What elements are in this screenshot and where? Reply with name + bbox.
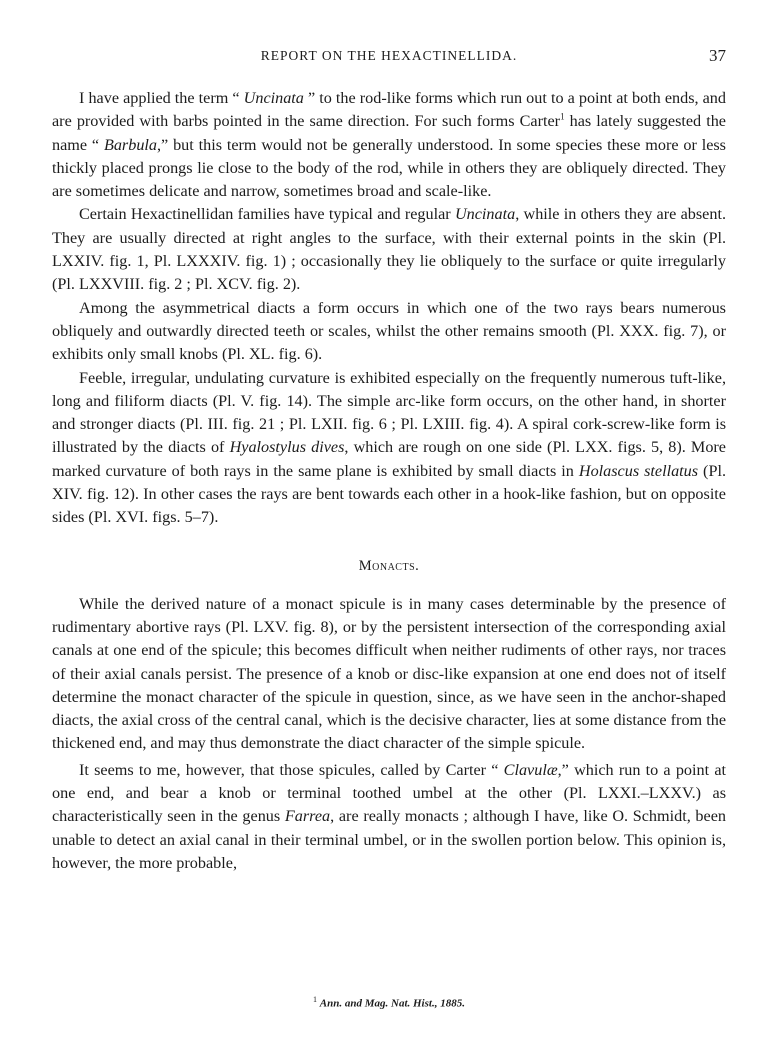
paragraph-curvature (52, 367, 726, 530)
page-header (52, 44, 726, 68)
footnote-reference: 1 (560, 111, 565, 122)
term-clavulae: Clavulæ (503, 760, 558, 779)
paragraph-asymmetrical-diacts: Among the asymmetrical diacts a form occurs in which one of the two rays bears numerous obliquely and outwardly directed teeth or scales, whilst the other remains smooth (Pl. XXX. fig. 7), or exhibits only small knobs (Pl. XL. fig. 6). (52, 298, 726, 364)
footnote (52, 992, 726, 1012)
species-holascus: Holascus stellatus (578, 461, 699, 480)
text-run: , are really monacts ; although I have, like O. Schmidt, been unable to detect an axial canal in their terminal umbel, or in the swollen portion below. This opinion is, however, the more probable, (52, 807, 726, 872)
page-number: 37 (709, 46, 726, 65)
footnote-marker: 1 (313, 995, 318, 1004)
genus-farrea: Farrea (284, 807, 331, 826)
text-run: ,” but this term would not be generally understood. In some species these more or less thickly placed prongs lie close to the body of the rod, while in others they are obliquely directed. They are sometimes delicate and narrow, sometimes broad and scale-like. (52, 135, 726, 201)
species-hyalostylus: Hyalostylus dives (229, 438, 345, 457)
paragraph-monact-nature: While the derived nature of a monact spicule is in many cases determinable by the presence of rudimentary abortive rays (Pl. LXV. fig. 8), or by the persistent intersection of the corresponding axial canals at one end of the spicule; this becomes difficult when neither rudiments of other rays, nor traces of their axial canals persist. The presence of a knob or disc-like expansion at one end does not of itself determine the monact character of the spicule in question, since, as we have seen in the anchor-shaped diacts, the axial cross of the central canal, which is the decisive character, lies at some distance from the thickened end, and may thus demonstrate the diact character of the simple spicule. (52, 594, 726, 753)
text-run: Feeble, irregular, undulating curvature is exhibited especially on the frequently numerous tuft-like, long and filiform diacts (Pl. V. fig. 14). The simple arc-like form occurs, on the other hand, in shorter and stronger diacts (Pl. III. fig. 21 ; Pl. LXII. fig. 6 ; Pl. LXIII. fig. 4). A spiral cork-screw-like form is illustrated by the diacts of (52, 368, 726, 457)
paragraph-uncinata (52, 87, 726, 203)
section-heading-monacts: Monacts. (358, 557, 420, 574)
text-run: Certain Hexactinellidan families have typical and regular (79, 205, 455, 224)
text-run: ” to the rod-like forms which run out to a point at both ends, and are provided with barbs pointed in the same direction. For such forms Carter (52, 89, 726, 131)
text-run: , while in others they are absent. They are usually directed at right angles to the surface, with their external points in the skin (Pl. LXXIV. fig. 1, Pl. LXXXIV. fig. 1) ; occasionally they lie obliquely to the surface or quite irregularly (Pl. LXXVIII. fig. 2 ; Pl. XCV. fig. 2). (52, 205, 726, 294)
text-run: (Pl. XIV. fig. 12). In other cases the rays are bent towards each other in a hook-like fashion, but on opposite sides (Pl. XVI. figs. 5–7). (52, 461, 726, 527)
paragraph-clavulae (52, 759, 726, 875)
text-run: I have applied the term “ (79, 89, 244, 107)
running-head: REPORT ON THE HEXACTINELLIDA. (260, 48, 518, 63)
term-uncinata: Uncinata (243, 89, 304, 107)
term-barbula: Barbula (103, 135, 157, 154)
text-run: has lately suggested the name “ (52, 112, 726, 154)
text-run: , which are rough on one side (Pl. LXX. figs. 5, 8). More marked curvature of both rays in the same plane is exhibited by small diacts in (52, 438, 726, 480)
footnote-year: , 1885. (434, 997, 465, 1010)
footnote-citation: Ann. and Mag. Nat. Hist. (319, 997, 435, 1010)
text-run: It seems to me, however, that those spicules, called by Carter “ (79, 760, 504, 779)
paragraph-hexactinellidan-families (52, 203, 726, 296)
term-uncinata: Uncinata (454, 205, 516, 224)
body-text (52, 87, 726, 875)
text-run: ,” which run to a point at one end, and bear a knob or terminal toothed umbel at the other (Pl. LXXI.–LXXV.) as characteristically seen in the genus (52, 760, 727, 826)
